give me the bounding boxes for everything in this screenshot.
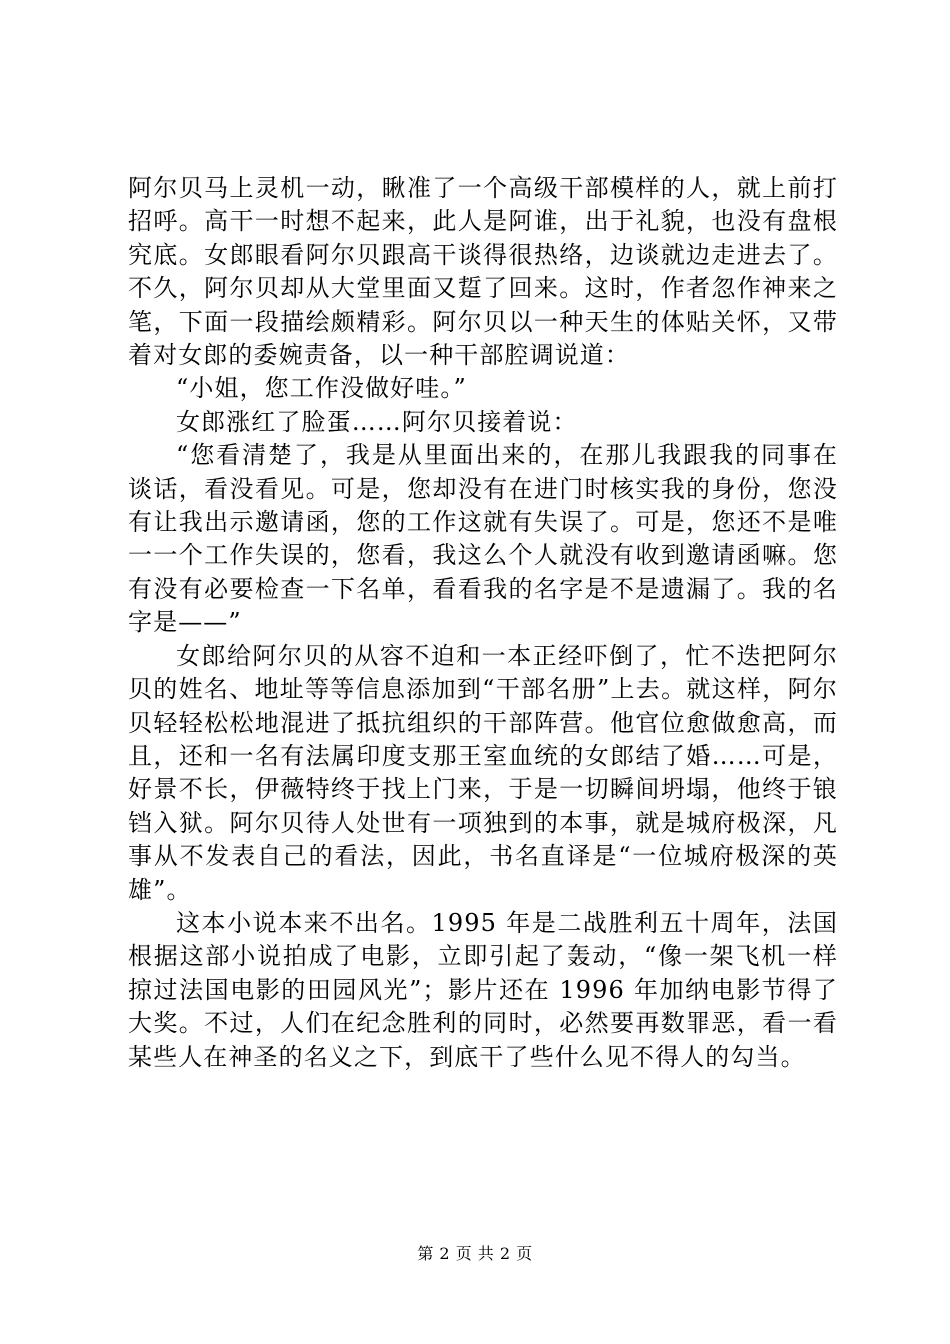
paragraph-2: “小姐，您工作没做好哇。”	[176, 374, 467, 403]
paragraph-1: 阿尔贝马上灵机一动，瞅准了一个高级干部模样的人，就上前打招呼。高干一时想不起来，此人是阿谁，出于礼貌，也没有盘根究底。女郎眼看阿尔贝跟高干谈得很热络，边谈就边走进去了。不久，阿尔贝却从大堂里面又踅了回来。这时，作者忽作神来之笔，下面一段描绘颇精彩。阿尔贝以一种天生的体贴关怀，又带着对女郎的委婉责备，以一种干部腔调说道：	[128, 174, 838, 370]
paragraph-5: 女郎给阿尔贝的从容不迫和一本正经吓倒了，忙不迭把阿尔贝的姓名、地址等等信息添加到“干部名册”上去。就这样，阿尔贝轻轻松松地混进了抵抗组织的干部阵营。他官位愈做愈高，而且，还和一名有法属印度支那王室血统的女郎结了婚……可是，好景不长，伊薇特终于找上门来，于是一切瞬间坍塌，他终于锒铛入狱。阿尔贝待人处世有一项独到的本事，就是城府极深，凡事从不发表自己的看法，因此，书名直译是“一位城府极深的英雄”。	[128, 641, 838, 904]
paragraph-4: “您看清楚了，我是从里面出来的，在那儿我跟我的同事在谈话，看没看见。可是，您却没有在进门时核实我的身份，您没有让我出示邀请函，您的工作这就有失误了。可是，您还不是唯一一个工作失误的，您看，我这么个人就没有收到邀请函嘛。您有没有必要检查一下名单，看看我的名字是不是遗漏了。我的名字是——”	[128, 441, 838, 637]
document-body	[128, 172, 838, 1074]
paragraph-6: 这本小说本来不出名。1995 年是二战胜利五十周年，法国根据这部小说拍成了电影，立即引起了轰动，“像一架飞机一样掠过法国电影的田园风光”；影片还在 1996 年加纳电影节得了大奖。不过，人们在纪念胜利的同时，必然要再数罪恶，看一看某些人在神圣的名义之下，到底干了些什么见不得人的勾当。	[128, 908, 838, 1071]
paragraph-3: 女郎涨红了脸蛋……阿尔贝接着说：	[176, 407, 578, 436]
page-footer: 第 2 页 共 2 页	[417, 1244, 533, 1263]
